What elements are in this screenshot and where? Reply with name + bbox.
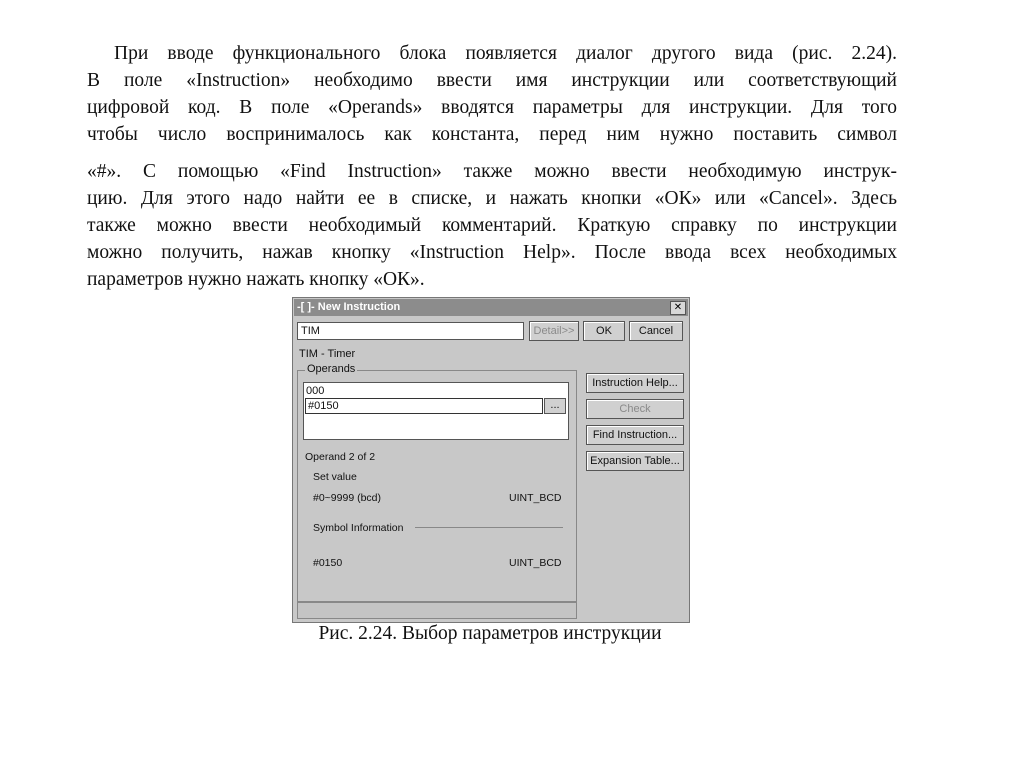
symbol-info-divider [415,527,563,528]
text-line-5: «#». С помощью «Find Instruction» также можно ввести необходимую инструк- [87,161,897,182]
dialog-titlebar [294,299,688,316]
instruction-input[interactable]: TIM [297,322,524,340]
operands-list[interactable] [303,382,569,440]
symbol-info-label: Symbol Information [313,522,404,534]
text-line-2: В поле «Instruction» необходимо ввести имя инструкции или соответствующий [87,70,897,91]
symbol-type: UINT_BCD [509,557,562,569]
detail-button[interactable]: Detail>> [529,321,579,341]
body-paragraph [87,40,897,293]
text-line-6: цию. Для этого надо найти ее в списке, и нажать кнопки «ОК» или «Cancel». Здесь [87,188,897,209]
operand-row-2-input[interactable]: #0150 [305,398,543,414]
expansion-table-button[interactable]: Expansion Table... [586,451,684,471]
cancel-button[interactable]: Cancel [629,321,683,341]
range-value: #0~9999 (bcd) [313,492,382,504]
figure-caption: Рис. 2.24. Выбор параметров инструкции [318,623,662,644]
text-line-3: цифровой код. В поле «Operands» вводятся параметры для инструкции. Для того [87,97,897,118]
instruction-help-button[interactable]: Instruction Help... [586,373,684,393]
operand-counter: Operand 2 of 2 [305,451,376,463]
range-type: UINT_BCD [509,492,562,504]
instruction-description: TIM - Timer [299,348,356,360]
find-instruction-button[interactable]: Find Instruction... [586,425,684,445]
text-line-7: также можно ввести необходимый комментарий. Краткую справку по инструкции [87,215,897,236]
new-instruction-dialog [292,297,690,623]
text-line-9: параметров нужно нажать кнопку «ОК». [87,269,425,290]
symbol-value: #0150 [313,557,343,569]
dialog-title: -[ ]- New Instruction [297,301,401,313]
operands-label: Operands [307,363,356,375]
close-icon[interactable]: ✕ [670,301,686,315]
operand-row-1[interactable]: 000 [306,385,325,397]
check-button[interactable]: Check [586,399,684,419]
status-bar [297,602,577,619]
operand-browse-button[interactable]: ... [544,398,566,414]
text-line-1: При вводе функционального блока появляется диалог другого вида (рис. 2.24). [114,43,897,64]
text-line-8: можно получить, нажав кнопку «Instruction Help». После ввода всех необходимых [87,242,897,263]
text-line-4: чтобы число воспринималось как константа, перед ним нужно поставить символ [87,124,897,145]
set-value-label: Set value [313,471,357,483]
ok-button[interactable]: OK [583,321,625,341]
